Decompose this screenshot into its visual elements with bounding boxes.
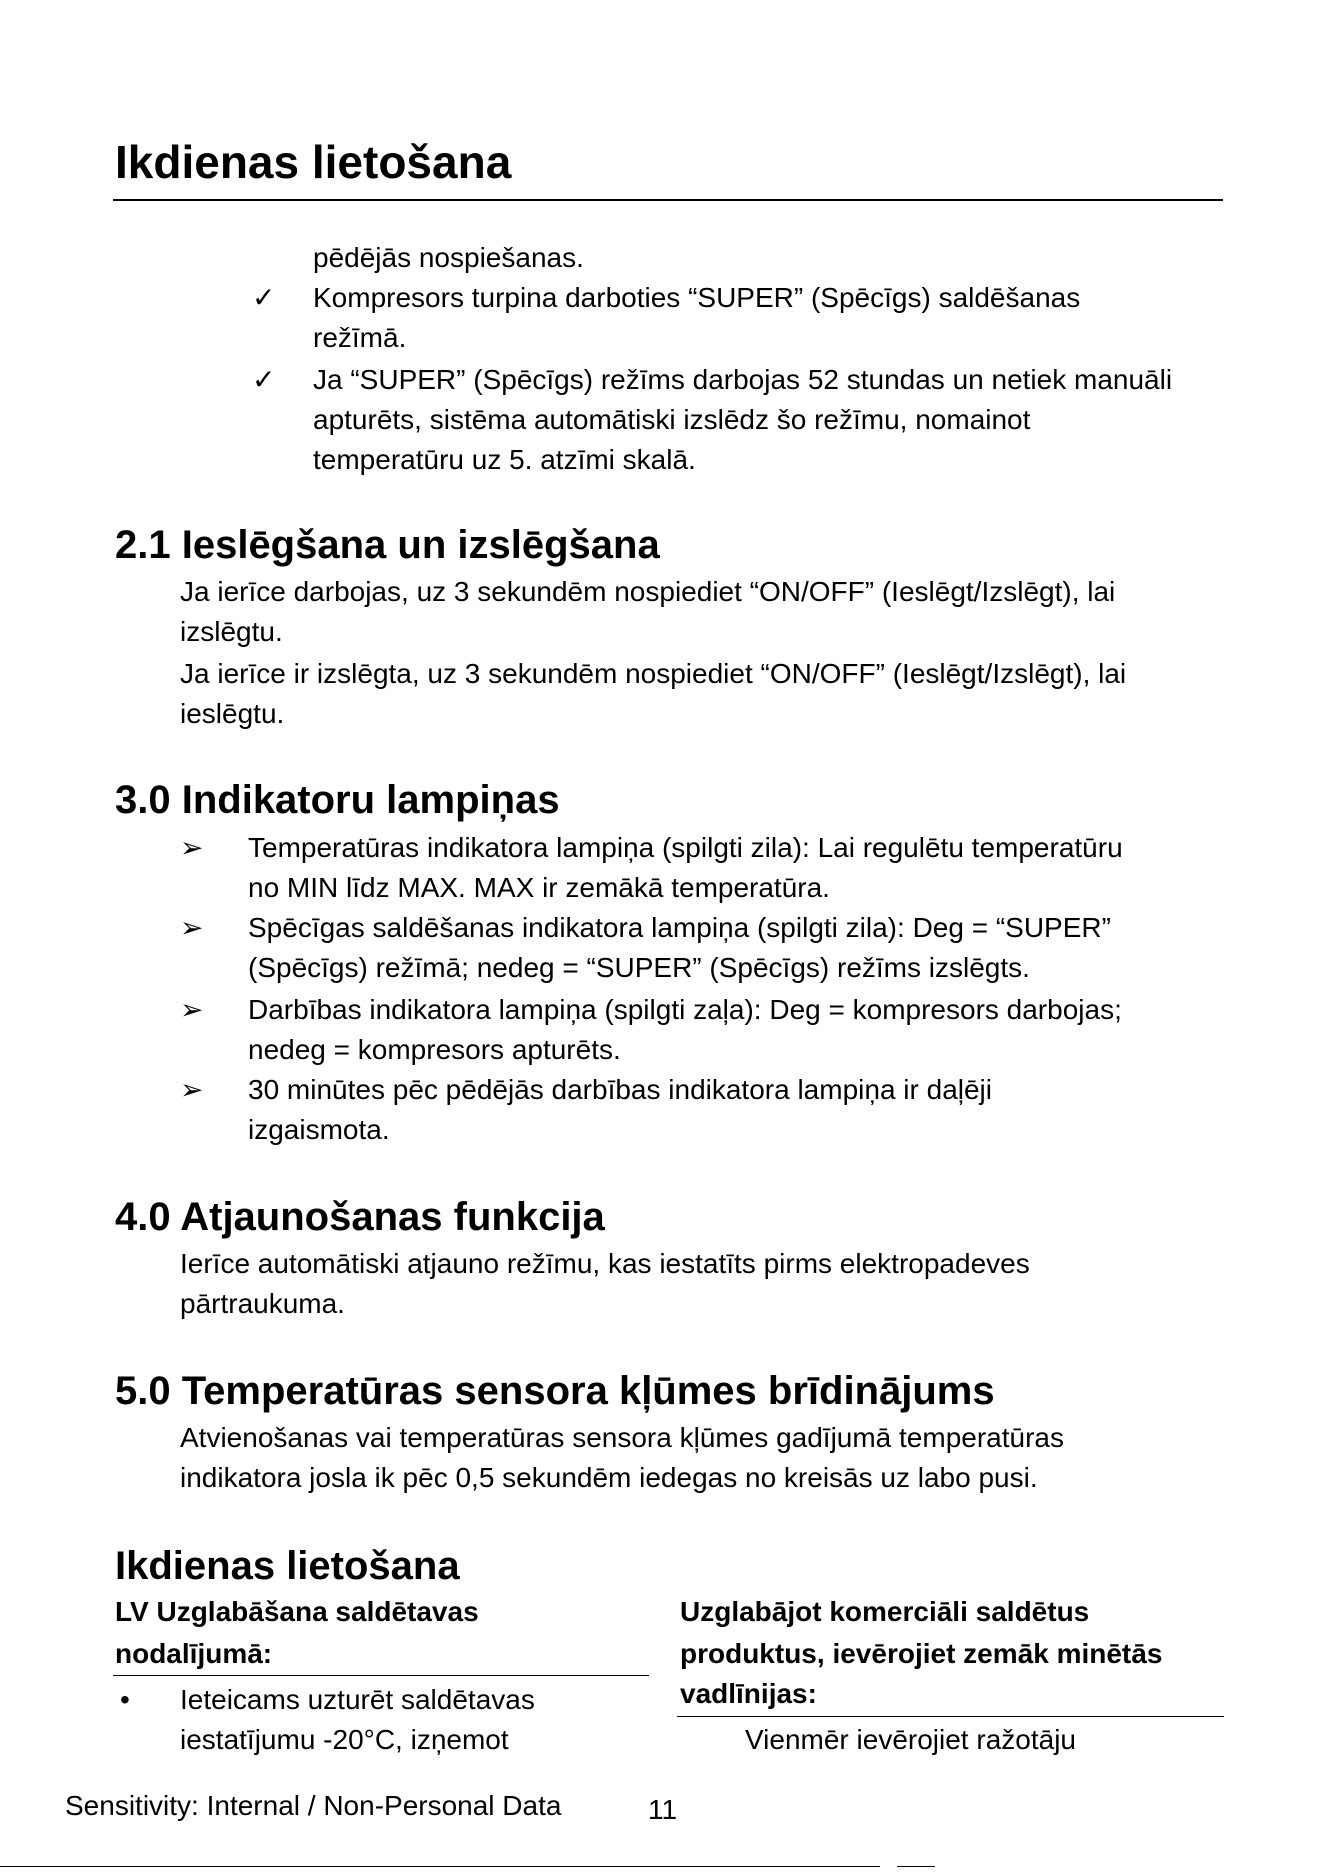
- right-column-heading-line: Uzglabājot komerciāli saldētus: [680, 1596, 1090, 1627]
- paragraph-line: Vienmēr ievērojiet ražotāju: [745, 1724, 1076, 1755]
- list-item-line: Ieteicams uzturēt saldētavas: [180, 1684, 535, 1715]
- right-column-heading-line: produktus, ievērojiet zemāk minētās: [680, 1638, 1163, 1669]
- list-item-line: iestatījumu -20°C, izņemot: [180, 1724, 509, 1755]
- page-number: 11: [648, 1794, 678, 1825]
- paragraph-line: Ja ierīce ir izslēgta, uz 3 sekundēm nospiediet “ON/OFF” (Ieslēgt/Izslēgt), lai: [180, 658, 1127, 689]
- page-title: Ikdienas lietošana: [115, 136, 512, 188]
- list-item-line: apturēts, sistēma automātiski izslēdz šo režīmu, nomainot: [313, 404, 1031, 435]
- checkmark-icon: ✓: [252, 364, 276, 395]
- list-item-line: Darbības indikatora lampiņa (spilgti zaļa): Deg = kompresors darbojas;: [248, 994, 1122, 1025]
- paragraph-line: pārtraukuma.: [180, 1288, 345, 1319]
- section-heading-5-0: 5.0 Temperatūras sensora kļūmes brīdinājums: [115, 1369, 995, 1413]
- right-column-rule: [677, 1716, 1224, 1717]
- list-item-line: Kompresors turpina darboties “SUPER” (Spēcīgs) saldēšanas: [313, 282, 1081, 313]
- list-item-line: Spēcīgas saldēšanas indikatora lampiņa (spilgti zila): Deg = “SUPER”: [248, 912, 1111, 943]
- paragraph-line: ieslēgtu.: [180, 698, 285, 729]
- list-item-line: (Spēcīgs) režīmā; nedeg = “SUPER” (Spēcīgs) režīms izslēgts.: [248, 952, 1030, 983]
- left-column-heading-line: LV Uzglabāšana saldētavas: [115, 1596, 479, 1627]
- continuation-lead-line: pēdējās nospiešanas.: [313, 242, 584, 273]
- bottom-rule-fragment: [897, 1866, 935, 1867]
- right-column-heading-line: vadlīnijas:: [680, 1678, 817, 1709]
- section-heading-2-1: 2.1 Ieslēgšana un izslēgšana: [115, 523, 660, 567]
- list-item-line: režīmā.: [313, 322, 407, 353]
- paragraph-line: Atvienošanas vai temperatūras sensora kļūmes gadījumā temperatūras: [180, 1422, 1064, 1453]
- paragraph-line: izslēgtu.: [180, 616, 283, 647]
- section-heading-daily-use: Ikdienas lietošana: [115, 1544, 460, 1588]
- list-item-line: Ja “SUPER” (Spēcīgs) režīms darbojas 52 stundas un netiek manuāli: [313, 364, 1173, 395]
- section-heading-3-0: 3.0 Indikatoru lampiņas: [115, 778, 560, 822]
- bullet-icon: •: [120, 1684, 130, 1715]
- checkmark-icon: ✓: [252, 282, 276, 313]
- arrow-bullet-icon: ➢: [180, 912, 204, 943]
- bottom-rule: [0, 1866, 880, 1867]
- left-column-rule: [113, 1675, 649, 1676]
- paragraph-line: Ja ierīce darbojas, uz 3 sekundēm nospiediet “ON/OFF” (Ieslēgt/Izslēgt), lai: [180, 576, 1116, 607]
- list-item-line: no MIN līdz MAX. MAX ir zemākā temperatūra.: [248, 872, 830, 903]
- list-item-line: Temperatūras indikatora lampiņa (spilgti zila): Lai regulētu temperatūru: [248, 832, 1123, 863]
- list-item-line: izgaismota.: [248, 1114, 390, 1145]
- title-rule: [113, 199, 1223, 201]
- list-item-line: 30 minūtes pēc pēdējās darbības indikatora lampiņa ir daļēji: [248, 1074, 992, 1105]
- left-column-heading-line: nodalījumā:: [115, 1638, 273, 1669]
- arrow-bullet-icon: ➢: [180, 1074, 204, 1105]
- list-item-line: temperatūru uz 5. atzīmi skalā.: [313, 444, 696, 475]
- sensitivity-label: Sensitivity: Internal / Non-Personal Data: [65, 1790, 562, 1821]
- paragraph-line: Ierīce automātiski atjauno režīmu, kas iestatīts pirms elektropadeves: [180, 1248, 1030, 1279]
- list-item-line: nedeg = kompresors apturēts.: [248, 1034, 621, 1065]
- arrow-bullet-icon: ➢: [180, 832, 204, 863]
- arrow-bullet-icon: ➢: [180, 994, 204, 1025]
- paragraph-line: indikatora josla ik pēc 0,5 sekundēm iedegas no kreisās uz labo pusi.: [180, 1462, 1038, 1493]
- section-heading-4-0: 4.0 Atjaunošanas funkcija: [115, 1195, 605, 1239]
